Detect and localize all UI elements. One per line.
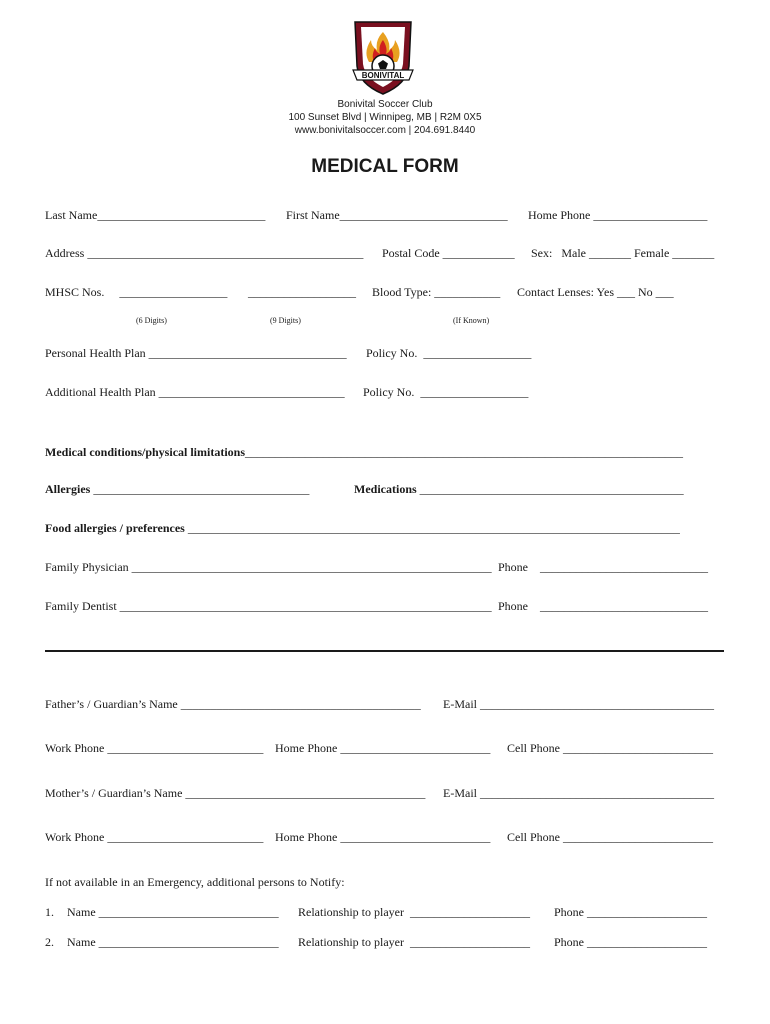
policy-no-field-2[interactable]: Policy No. __________________ [363, 385, 529, 399]
first-name-field[interactable]: First Name____________________________ [286, 208, 508, 222]
father-guardian-field[interactable]: Father’s / Guardian’s Name ________________________________________ [45, 697, 421, 711]
emergency-1-name-field[interactable]: Name ______________________________ [67, 905, 279, 919]
nine-digits-note: (9 Digits) [270, 316, 301, 325]
club-contact: www.bonivitalsoccer.com | 204.691.8440 [294, 125, 476, 136]
club-logo [347, 18, 419, 98]
medical-conditions-line: _________________________________________________________________________ [245, 445, 684, 459]
food-allergies-field[interactable] [45, 521, 680, 536]
allergies-label: Allergies [45, 482, 91, 496]
medical-conditions-field[interactable] [45, 445, 683, 460]
father-email-field[interactable]: E-Mail _______________________________________ [443, 697, 714, 711]
physician-phone-field[interactable]: Phone ____________________________ [498, 560, 708, 574]
address-field[interactable]: Address ______________________________________________ [45, 246, 364, 260]
work-phone-field-2[interactable]: Work Phone __________________________ [45, 830, 264, 844]
club-address: 100 Sunset Blvd | Winnipeg, MB | R2M 0X5 [288, 112, 482, 123]
additional-health-plan-field[interactable]: Additional Health Plan _______________________________ [45, 385, 345, 399]
personal-health-plan-field[interactable]: Personal Health Plan _________________________________ [45, 346, 347, 360]
home-phone-field-2[interactable]: Home Phone _________________________ [275, 830, 491, 844]
medications-line: ____________________________________________ [416, 482, 684, 496]
six-digits-note: (6 Digits) [136, 316, 167, 325]
emergency-1-phone-field[interactable]: Phone ____________________ [554, 905, 707, 919]
cell-phone-field-1[interactable]: Cell Phone _________________________ [507, 741, 713, 755]
mother-email-field[interactable]: E-Mail _______________________________________ [443, 786, 714, 800]
logo-banner-text: BONIVITAL [361, 71, 405, 80]
emergency-1-number: 1. [45, 905, 54, 919]
food-allergies-line: __________________________________________________________________________________ [184, 521, 680, 535]
allergies-field[interactable] [45, 482, 309, 497]
if-known-note: (If Known) [453, 316, 490, 325]
cell-phone-field-2[interactable]: Cell Phone _________________________ [507, 830, 713, 844]
emergency-2-phone-field[interactable]: Phone ____________________ [554, 935, 707, 949]
home-phone-field[interactable]: Home Phone ___________________ [528, 208, 708, 222]
mhsc-field[interactable]: MHSC Nos. __________________ [45, 285, 228, 299]
family-dentist-field[interactable]: Family Dentist ______________________________________________________________ [45, 599, 492, 613]
dentist-phone-field[interactable]: Phone ____________________________ [498, 599, 708, 613]
emergency-2-number: 2. [45, 935, 54, 949]
emergency-contacts-heading: If not available in an Emergency, additional persons to Notify: [45, 875, 345, 889]
contact-lenses-field[interactable]: Contact Lenses: Yes ___ No ___ [517, 285, 674, 299]
allergies-line: ____________________________________ [90, 482, 310, 496]
emergency-2-relationship-field[interactable]: Relationship to player ____________________ [298, 935, 530, 949]
mhsc-second-field[interactable]: __________________ [248, 285, 356, 299]
emergency-2-name-field[interactable]: Name ______________________________ [67, 935, 279, 949]
policy-no-field-1[interactable]: Policy No. __________________ [366, 346, 532, 360]
mother-guardian-field[interactable]: Mother’s / Guardian’s Name ________________________________________ [45, 786, 426, 800]
home-phone-field-1[interactable]: Home Phone _________________________ [275, 741, 491, 755]
food-allergies-label: Food allergies / preferences [45, 521, 185, 535]
club-name: Bonivital Soccer Club [337, 99, 433, 110]
postal-code-field[interactable]: Postal Code ____________ [382, 246, 515, 260]
blood-type-field[interactable]: Blood Type: ___________ [372, 285, 501, 299]
medications-label: Medications [354, 482, 417, 496]
form-title: MEDICAL FORM [311, 156, 459, 177]
emergency-1-relationship-field[interactable]: Relationship to player ____________________ [298, 905, 530, 919]
work-phone-field-1[interactable]: Work Phone __________________________ [45, 741, 264, 755]
sex-field[interactable]: Sex: Male _______ Female _______ [531, 246, 715, 260]
family-physician-field[interactable]: Family Physician ____________________________________________________________ [45, 560, 492, 574]
last-name-field[interactable]: Last Name____________________________ [45, 208, 266, 222]
medications-field[interactable] [354, 482, 684, 497]
section-divider [45, 650, 724, 652]
medical-conditions-label: Medical conditions/physical limitations [45, 445, 246, 459]
